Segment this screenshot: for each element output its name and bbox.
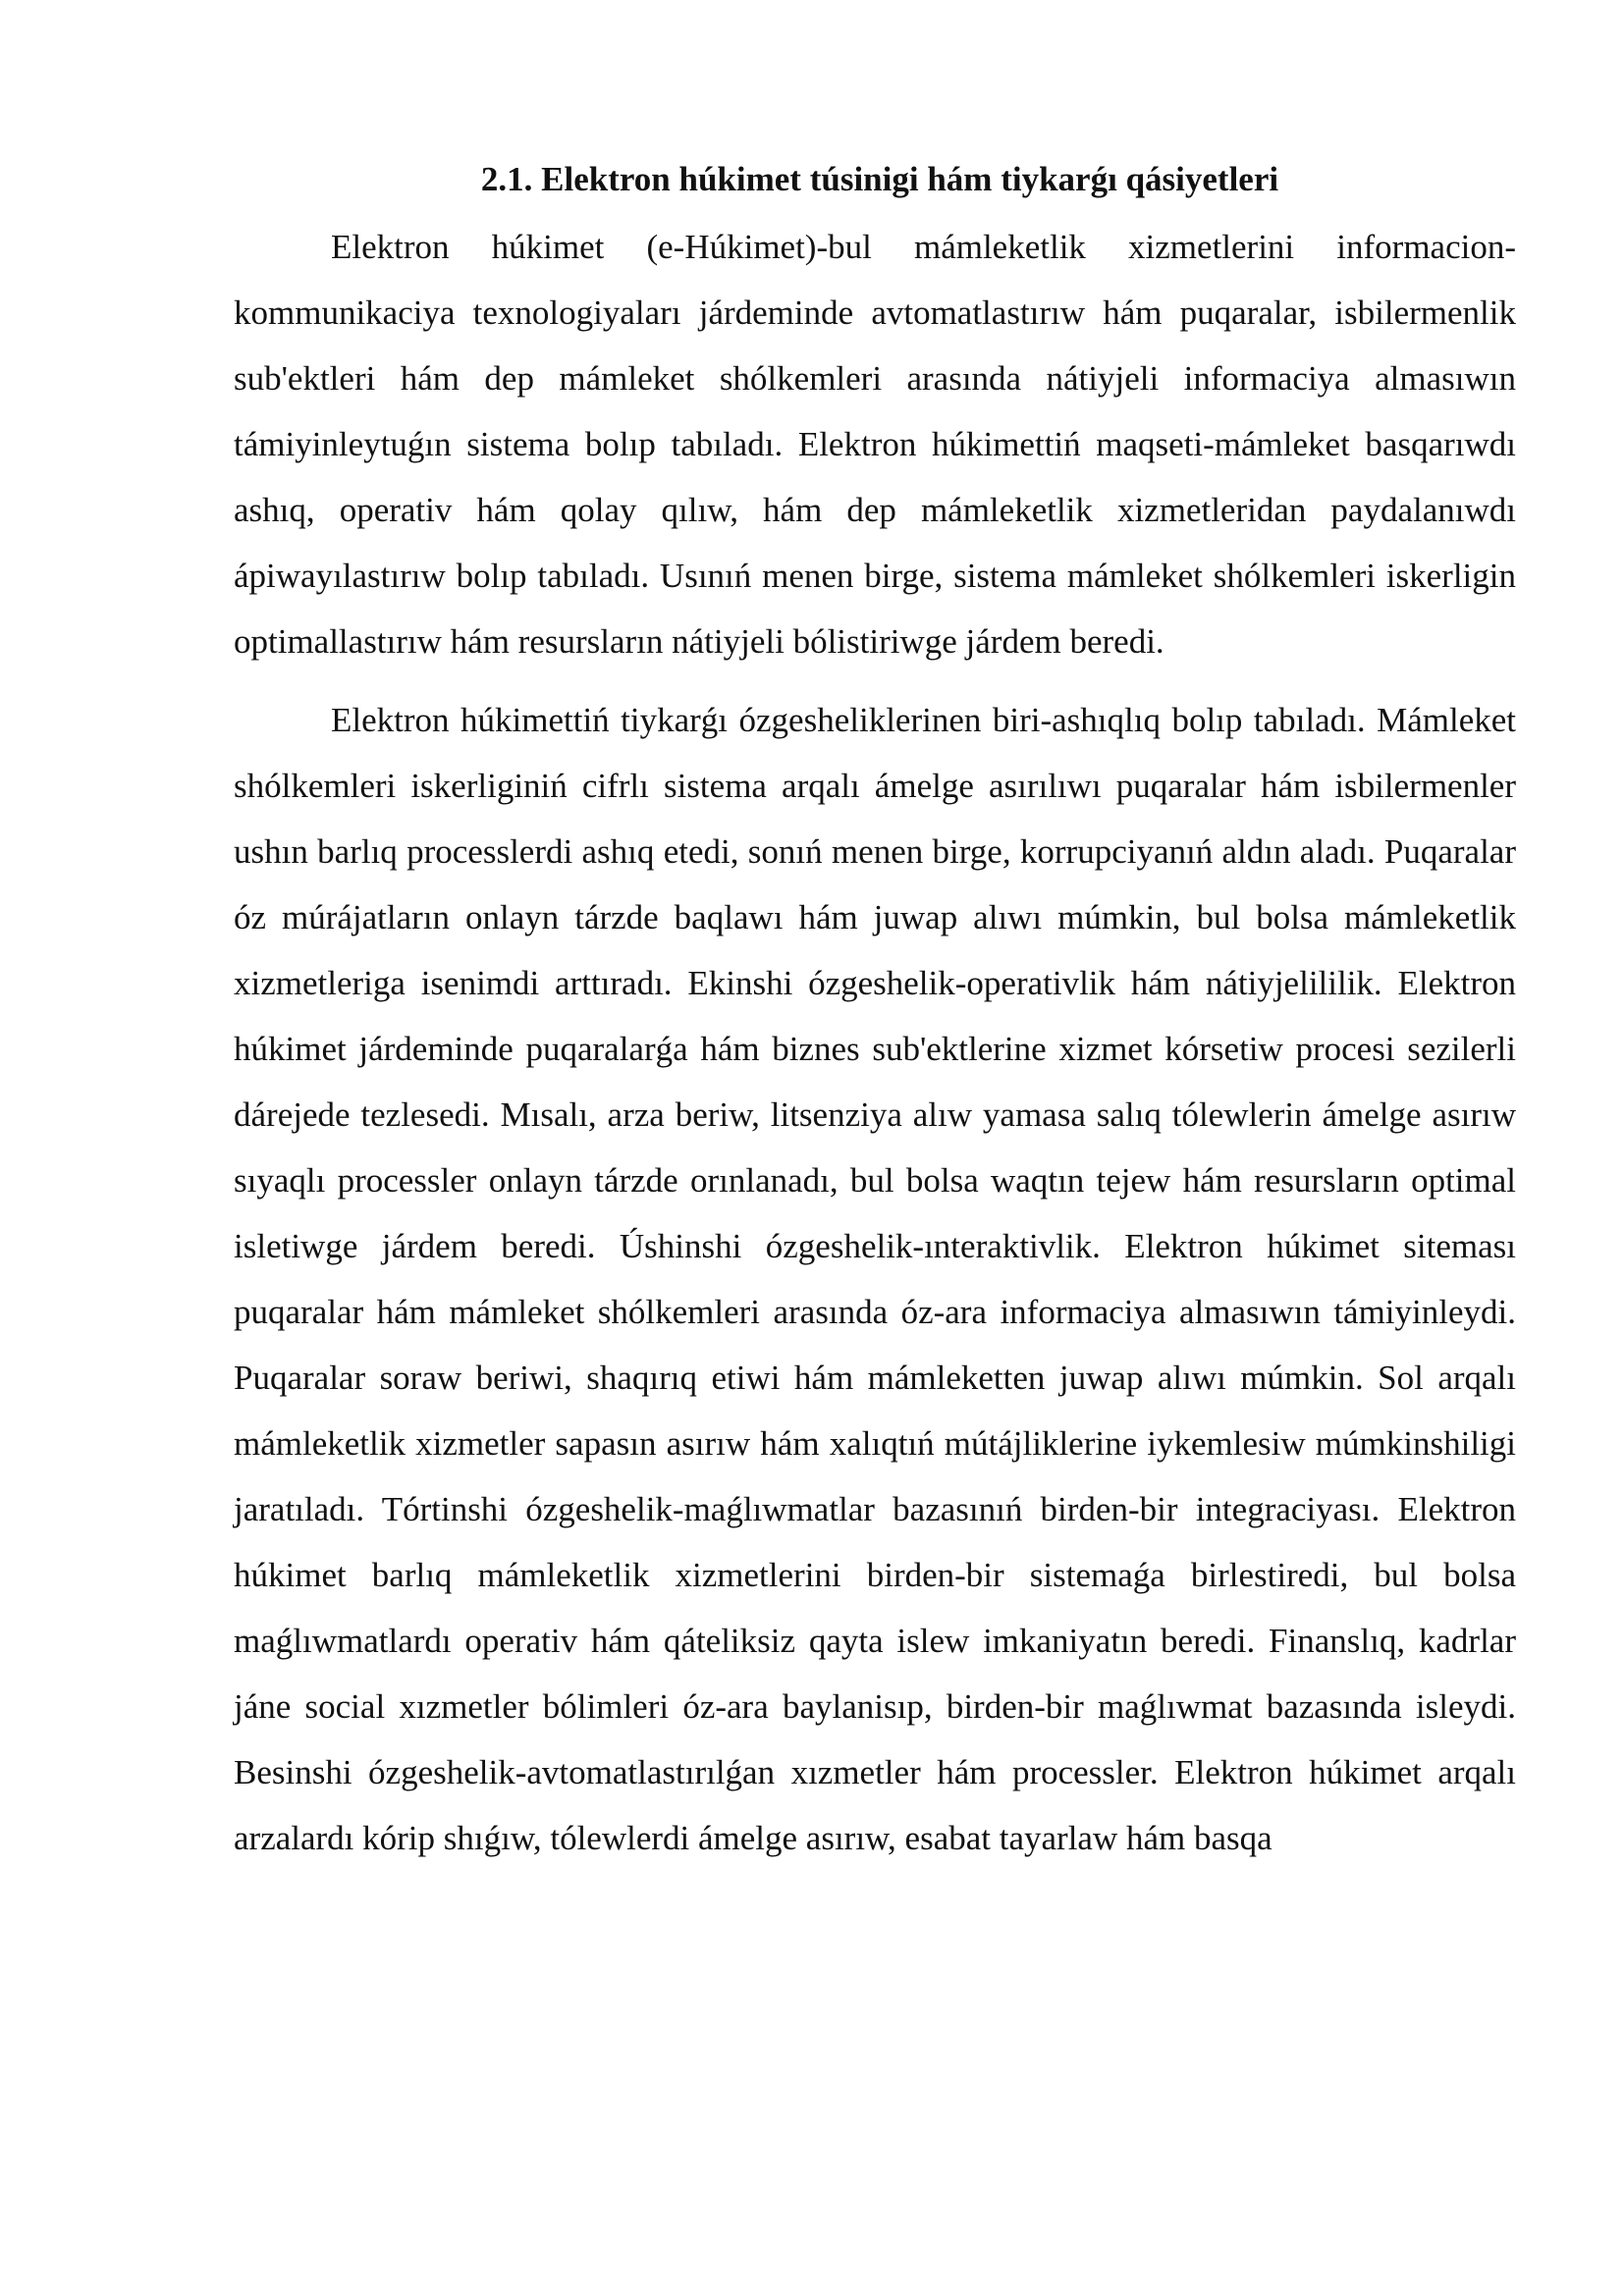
document-page	[234, 147, 1516, 1871]
paragraph-e-government-features: Elektron húkimettiń tiykarǵı ózgesheliklerinen biri-ashıqlıq bolıp tabıladı. Mámleket shólkemleri iskerliginiń cifrlı sistema arqalı ámelge asırılıwı puqaralar hám isbilermenler ushın barlıq processlerdi ashıq etedi, sonıń menen birge, korrupciyanıń aldın aladı. Puqaralar óz múrájatların onlayn tárzde baqlawı hám juwap alıwı múmkin, bul bolsa mámleketlik xizmetleriga isenimdi arttıradı. Ekinshi ózgeshelik-operativlik hám nátiyjelililik. Elektron húkimet járdeminde puqaralarǵa hám biznes sub'ektlerine xizmet kórsetiw procesi sezilerli dárejede tezlesedi. Mısalı, arza beriw, litsenziya alıw yamasa salıq tólewlerin ámelge asırıw sıyaqlı processler onlayn tárzde orınlanadı, bul bolsa waqtın tejew hám resursların optimal isletiwge járdem beredi. Úshinshi ózgeshelik-ınteraktivlik. Elektron húkimet siteması puqaralar hám mámleket shólkemleri arasında óz-ara informaciya almasıwın támiyinleydi. Puqaralar soraw beriwi, shaqırıq etiwi hám mámleketten juwap alıwı múmkin. Sol arqalı mámleketlik xizmetler sapasın asırıw hám xalıqtıń mútájliklerine iykemlesiw múmkinshiligi jaratıladı. Tórtinshi ózgeshelik-maǵlıwmatlar bazasınıń birden-bir integraciyası. Elektron húkimet barlıq mámleketlik xizmetlerini birden-bir sistemaǵa birlestiredi, bul bolsa maǵlıwmatlardı operativ hám qáteliksiz qayta islew imkaniyatın beredi. Finanslıq, kadrlar jáne social xızmetler bólimleri óz-ara baylanisıp, birden-bir maǵlıwmat bazasında isleydi. Besinshi ózgeshelik-avtomatlastırılǵan xızmetler hám processler. Elektron húkimet arqalı arzalardı kórip shıǵıw, tólewlerdi ámelge asırıw, esabat tayarlaw hám basqa	[234, 701, 1516, 1857]
section-heading: 2.1. Elektron húkimet túsinigi hám tiykarǵı qásiyetleri	[480, 160, 1279, 198]
paragraph-e-government-definition: Elektron húkimet (e-Húkimet)-bul mámleketlik xizmetlerini informacion-kommunikaciya texnologiyaları járdeminde avtomatlastırıw hám puqaralar, isbilermenlik sub'ektleri hám dep mámleket shólkemleri arasında nátiyjeli informaciya almasıwın támiyinleytuǵın sistema bolıp tabıladı. Elektron húkimettiń maqseti-mámleket basqarıwdı ashıq, operativ hám qolay qılıw, hám dep mámleketlik xizmetleridan paydalanıwdı ápiwayılastırıw bolıp tabıladı. Usınıń menen birge, sistema mámleket shólkemleri iskerligin optimallastırıw hám resursların nátiyjeli bólistiriwge járdem beredi.	[234, 228, 1516, 661]
